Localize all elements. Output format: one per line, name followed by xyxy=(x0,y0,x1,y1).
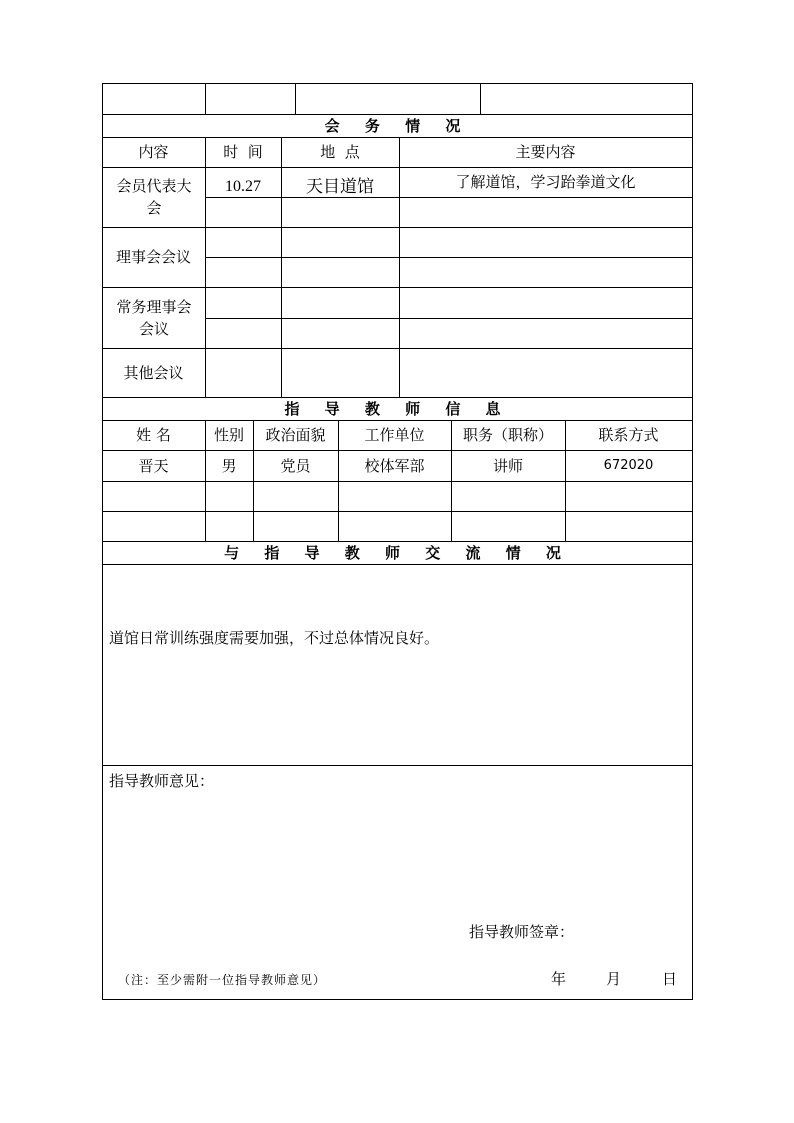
teacher-name: 晋天 xyxy=(138,456,169,475)
exchange-text: 道馆日常训练强度需要加强，不过总体情况良好。 xyxy=(109,629,440,647)
row-label-council: 理事会会议 xyxy=(115,248,191,266)
teacher-gender: 男 xyxy=(221,456,237,475)
rule xyxy=(205,257,693,258)
rule xyxy=(102,564,693,565)
header-gender: 性别 xyxy=(213,426,244,444)
row-label-other: 其他会议 xyxy=(123,363,184,382)
rule xyxy=(102,83,693,84)
header-name: 姓 名 xyxy=(136,426,171,444)
teacher-work-unit: 校体军部 xyxy=(364,456,425,475)
exchange-section-title: 与 指 导 教 师 交 流 情 况 xyxy=(224,543,571,562)
header-place: 地 点 xyxy=(320,143,360,161)
header-work-unit: 工作单位 xyxy=(364,426,425,444)
rule xyxy=(205,318,693,319)
teacher-political-status: 党员 xyxy=(280,456,311,475)
header-time: 时 间 xyxy=(223,143,263,161)
header-main-content: 主要内容 xyxy=(515,143,576,161)
header-contact: 联系方式 xyxy=(598,426,659,444)
header-content: 内容 xyxy=(138,143,169,161)
rule xyxy=(295,83,296,114)
rule xyxy=(102,481,693,482)
rule xyxy=(102,511,693,512)
teacher-contact: 672020 xyxy=(603,457,654,473)
teacher-position: 讲师 xyxy=(492,456,523,475)
rule xyxy=(480,83,481,114)
meeting-place: 天目道馆 xyxy=(306,177,374,196)
meeting-time: 10.27 xyxy=(225,178,261,195)
meeting-main-content: 了解道馆，学习跆拳道文化 xyxy=(455,173,636,191)
note-text: （注：至少需附一位指导教师意见） xyxy=(118,973,327,987)
signature-label: 指导教师签章： xyxy=(469,923,575,941)
rule xyxy=(102,999,693,1000)
date-day: 日 xyxy=(662,970,678,988)
date-year: 年 xyxy=(551,970,567,988)
rule xyxy=(102,765,693,766)
rule xyxy=(205,83,206,114)
header-political-status: 政治面貌 xyxy=(265,426,326,444)
date-month: 月 xyxy=(606,970,622,988)
teacher-section-title: 指 导 教 师 信 息 xyxy=(284,399,511,418)
row-label-member-congress: 会员代表大会 xyxy=(116,177,192,217)
header-position: 职务（职称） xyxy=(462,426,553,444)
row-label-standing-council: 常务理事会会议 xyxy=(116,297,192,338)
meeting-section-title: 会 务 情 况 xyxy=(324,116,471,135)
opinion-label: 指导教师意见： xyxy=(109,772,215,790)
